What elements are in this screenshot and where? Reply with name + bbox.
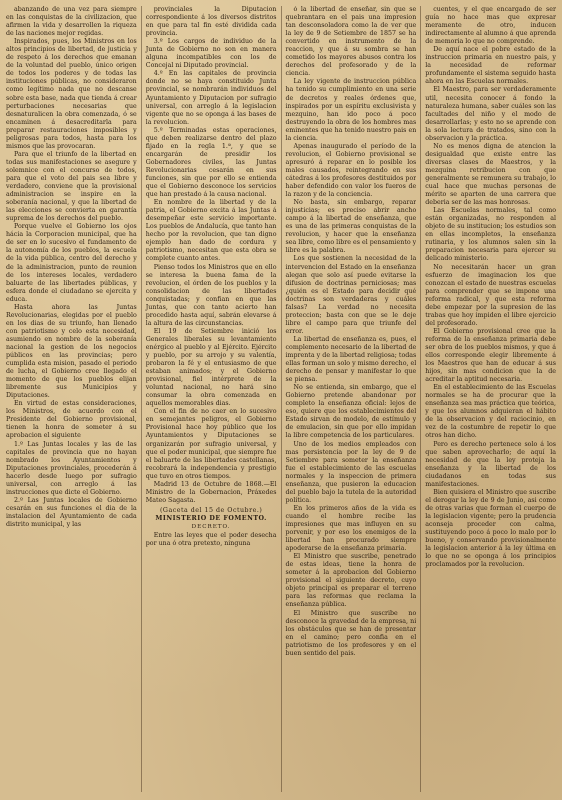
paragraph: Entre las leyes que el poder desecha por una ó otra pretexto, ninguna xyxy=(145,532,277,548)
paragraph: cuentes, y el que encargado de ser guía no hace mas que expresar meramente de otro, inducen indirectamente al alumno á que aprenda de memoria lo que no comprende. xyxy=(425,6,556,46)
paragraph: En nombre de la libertad y de la patria, el Gobierno excita á las Juntas á desempeñar este servicio importante. Los pueblos de Andalucía, que tanto han hecho por la revolucion, que tan digno ejemplo han dado de cordura y patriotismo, necesitan que esta obra se complete cuanto antes. xyxy=(145,199,277,263)
paragraph: Porque vuelve el Gobierno los ojos hácia la Corporacion municipal, que ha de ser en lo sucesivo el fundamento de la autonomía de los pueblos, la escuela de la vida pública, centro del derecho y de la administracion, punto de reunion de los intereses locales, verdadero baluarte de las libertades públicas, y esfera donde el ciudadano se ejercita y educa. xyxy=(6,223,137,303)
paragraph: No basta, sin embargo, reparar injusticias; es preciso abrir ancho campo á la libertad de enseñanza, que es una de las primeras conquistas de la revolucion, y hacer que la enseñanza sea libre, como libre es el pensamiento y libre es la palabra. xyxy=(285,199,417,255)
paragraph: Uno de los medios empleados con mas persistencia por la ley de 9 de Setiembre para someter la enseñanza fue el establecimiento de las escuelas normales y la inspeccion de primera enseñanza, que pusieron la educacion del pueblo bajo la tutela de la autoridad política. xyxy=(285,440,417,504)
paragraph: El 19 de Setiembre inició los Generales liberales su levantamiento enérgico al pueblo y al Ejército. Ejército y pueblo, por su arrojo y su valentía, probaron la fé y el entusiasmo de que estaban animados; y el Gobierno provisional, fiel intérprete de la voluntad nacional, no hará sino consumar la obra comenzada en aquellos memorables dias. xyxy=(145,327,277,408)
paragraph: abanzando de una vez para siempre en las conquistas de la civilizacion, que afirmen la vida y desarrollen la riqueza de las naciones mejor regidas. xyxy=(6,6,137,38)
paragraph: La ley vigente de instruccion pública ha tenido su cumplimiento en una serie de decretos y reales órdenes que, inspirados por un espíritu exclusivista y mezquino, han ido poco á poco destruyendo la obra de los hombres mas eminentes que ha tenido nuestro pais en la ciencia. xyxy=(285,78,417,142)
paragraph: ó la libertad de enseñar, sin que se quebrantara en el pais una impresion tan desconsoladora como la de ver que la ley de 9 de Setiembre de 1857 se ha convertido en instrumento de la reaccion, y que á su sombra se han cometido los mayores abusos contra los derechos del profesorado y de la ciencia. xyxy=(285,6,417,78)
paragraph: Con el fin de no caer en lo sucesivo en semejantes peligros, el Gobierno Provisional hace hoy público que los Ayuntamientos y Diputaciones se organizarán por sufragio universal, y que el poder municipal, que siempre fue el baluarte de las libertades castellanas, recobrará la independencia y prestigio que tuvo en otros tiempos. xyxy=(145,408,277,480)
paragraph: No se entienda, sin embargo, que el Gobierno pretende abandonar por completo la enseñanza oficial: lejos de eso, quiere que los establecimientos del Estado sirvan de modelo, de estímulo y de emulacion, sin que por ello impidan la libre competencia de los particulares. xyxy=(285,384,417,440)
paragraph: La libertad de enseñanza es, pues, el complemento necesario de la libertad de imprenta y de la libertad religiosa; todas ellas forman un solo y mismo derecho, el derecho de pensar y manifestar lo que se piensa. xyxy=(285,335,417,384)
paragraph: De aquí nace el pobre estado de la instruccion primaria en nuestro pais, y la necesidad de reformar profundamente el sistema seguido hasta ahora en las Escuelas normales. xyxy=(425,46,556,86)
paragraph: 4.º En las capitales de provincia donde no se haya constituido Junta provincial, se nombrarán individuos del Ayuntamiento y Diputacion por sufragio universal, con arreglo á la legislacion vigente que no se oponga á las bases de la revolucion. xyxy=(145,70,277,126)
paragraph: Apenas inaugurado el período de la revolucion, el Gobierno provisional se apresuró á reparar en lo posible los males causados, reintegrando en sus cátedras á los profesores destituidos por haber defendido con valor los fueros de la razon y de la conciencia. xyxy=(285,142,417,199)
column-3 xyxy=(281,6,417,792)
paragraph: El Maestro, para ser verdaderamente util, necesita conocer á fondo la naturaleza humana, saber cuáles son las facultades del niño y el modo de desarrollarlas; y esto no se aprende con la sola lectura de tratados, sino con la observacion y la práctica. xyxy=(425,86,556,142)
paragraph: 1.º Las Juntas locales y las de las capitales de provincia que no hayan nombrado los Ayuntamientos y Diputaciones provinciales, procederán á hacerlo desde luego por sufragio universal, con arreglo á las instrucciones que dicte el Gobierno. xyxy=(6,440,137,496)
paragraph: El Ministro que suscribe no desconoce la gravedad de la empresa, ni los obstáculos que se han de presentar en el camino; pero confia en el patriotismo de los profesores y en el buen sentido del pais. xyxy=(285,609,417,657)
paragraph: Para que el triunfo de la libertad en todas sus manifestaciones se asegure y solemnice con el concurso de todos, para que el voto del pais sea libre y verdadero, conviene que la provisional administracion se inspire en la soberanía nacional, y que la libertad de las elecciones se convierta en garantía suprema de los derechos del pueblo. xyxy=(6,150,137,223)
gazette-reference: (Gaceta del 15 de Octubre.) xyxy=(159,506,263,514)
paragraph: Bien quisiera el Ministro que suscribe el derogar la ley de 9 de Junio, asi como de otras varias que forman el cuerpo de la legislacion vigente; pero la prudencia aconseja proceder con calma, sustituyendo poco á poco lo malo por lo bueno, y conservando provisionalmente la legislacion anterior á la ley última en lo que no se oponga á los principios proclamados por la revolucion. xyxy=(425,488,556,569)
paragraph: No necesitarán hacer un gran esfuerzo de imaginacion los que conozcan el estado de nuestras escuelas para comprender que se impone una reforma radical, y que esta reforma debe empezar por la supresion de las trabas que hoy impiden el libre ejercicio del profesorado. xyxy=(425,263,556,327)
paragraph: Pienso todos los Ministros que en ello se interesa la buena fama de la revolucion, el órden de los pueblos y la consolidacion de las libertades conquistadas; y confian en que las Juntas, que con tanto acierto han procedido hasta aquí, sabrán elevarse á la altura de las circunstancias. xyxy=(145,263,277,327)
paragraph: Pero es derecho pertenece solo á los que saben aprovecharlo; de aquí la necesidad de que la ley proteja la enseñanza y la libertad de los ciudadanos en todas sus manifestaciones. xyxy=(425,440,556,488)
paragraph: El Ministro que suscribe, penetrado de estas ideas, tiene la honra de someter á la aprobacion del Gobierno provisional el siguiente decreto, cuyo objeto principal es preparar el terreno para las reformas que reclama la enseñanza pública. xyxy=(285,553,417,609)
paragraph: El Gobierno provisional cree que la reforma de la enseñanza primaria debe ser obra de los pueblos mismos, y que á ellos corresponde elegir libremente á los Maestros que han de educar á sus hijos, sin mas condicion que la de acreditar la aptitud necesaria. xyxy=(425,327,556,384)
paragraph: Los que sostienen la necesidad de la intervencion del Estado en la enseñanza alegan que solo así puede evitarse la difusion de doctrinas perniciosas; mas ¿quién es el Estado para decidir qué doctrinas son verdaderas y cuáles falsas? La verdad no necesita proteccion; basta con que se le deje libre el campo para que triunfe del error. xyxy=(285,255,417,335)
signature: Madrid 13 de Octubre de 1868.—El Ministro de la Gobernacion, Práxedes Mateo Sagasta. xyxy=(145,480,277,504)
paragraph: provinciales la Diputacion correspondiente á los diversos distritos en que para tal fin esté dividida cada provincia. xyxy=(145,6,277,38)
paragraph: 2.º Las Juntas locales de Gobierno cesarán en sus funciones el dia de la instalacion del Ayuntamiento de cada distrito municipal, y las xyxy=(6,496,137,528)
column-4 xyxy=(420,6,556,792)
ministry-title: MINISTERIO DE FOMENTO. xyxy=(155,514,267,522)
paragraph: En virtud de estas consideraciones, los Ministros, de acuerdo con el Presidente del Gobierno provisional, tienen la honra de someter á su aprobacion el siguiente xyxy=(6,400,137,440)
decree-title: DECRETO. xyxy=(191,524,231,530)
column-2 xyxy=(141,6,277,792)
paragraph: Las Escuelas normales, tal como están organizadas, no responden al objeto de su institucion; los estudios son en ellas incompletos, la enseñanza rutinaria, y los alumnos salen sin la preparacion necesaria para ejercer su delicado ministerio. xyxy=(425,207,556,263)
paragraph: Inspirados, pues, los Ministros en los altos principios de libertad, de justicia y de respeto á los derechos que emanan de la voluntad del pueblo, único origen de todos los poderes y de todas las instituciones públicas, no consideraron como legítimo nada que no descanse sobre esta base, nada que tienda á crear perturbaciones necesarias que desnaturalicen la obra comenzada, ó se encaminen á desacreditarla para preparar restauraciones imposibles y peligrosas para todos, hasta para los mismos que las provocaran. xyxy=(6,38,137,150)
paragraph: Hasta ahora las Juntas Revolucionarias, elegidas por el pueblo en los dias de su triunfo, han llenado con patriotismo y celo esta necesidad, asumiendo en nombre de la soberanía nacional la gestion de los negocios públicos en las provincias; pero cumplida esta mision, pasado el periodo de lucha, el Gobierno cree llegado el momento de que los pueblos elijan libremente sus Municipios y Diputaciones. xyxy=(6,303,137,400)
paragraph: En los primeros años de la vida es cuando el hombre recibe las impresiones que mas influyen en su porvenir, y por eso los enemigos de la libertad han procurado siempre apoderarse de la enseñanza primaria. xyxy=(285,504,417,553)
paragraph: 3.º Los cargos de individuo de la Junta de Gobierno no son en manera alguna incompatibles con los de Concejal ni Diputado provincial. xyxy=(145,38,277,70)
paragraph: No es menos digna de atencion la desigualdad que existe entre las diversas clases de Maestros, y la mezquina retribucion con que generalmente se remunera su trabajo, lo cual hace que muchas personas de mérito se aparten de una carrera que deberia ser de las mas honrosas. xyxy=(425,142,556,207)
text-columns xyxy=(6,6,556,792)
paragraph: 5.º Terminadas estas operaciones, que deben realizarse dentro del plazo fijado en la regla 1.ª, y que se encargarán de presidir los Gobernadores civiles, las Juntas Revolucionarias cesarán en sus funciones, sin que por ello se entienda que el Gobierno desconoce los servicios que han prestado á la causa nacional. xyxy=(145,126,277,199)
column-1 xyxy=(6,6,137,792)
decree-heading xyxy=(146,507,277,531)
paragraph: En el establecimiento de las Escuelas normales se ha de procurar que la enseñanza sea mas práctica que teórica, y que los alumnos adquieran el hábito de la observacion y del raciocinio, en vez de la costumbre de repetir lo que otros han dicho. xyxy=(425,384,556,440)
